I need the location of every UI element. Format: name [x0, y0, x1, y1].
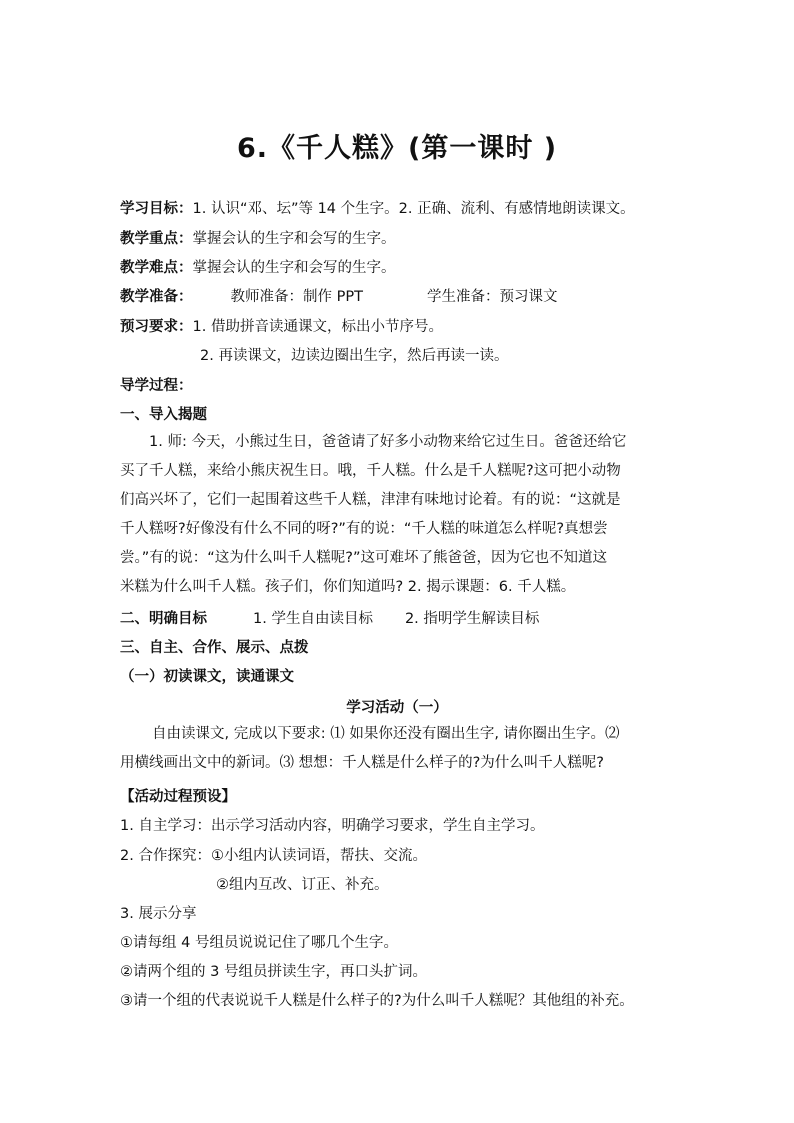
preview-label: 预习要求： — [120, 319, 193, 335]
share-item-3: ③请一个组的代表说说千人糕是什么样子的?为什么叫千人糕呢？其他组的补充。 — [120, 993, 634, 1009]
paragraph-line: 尝。”有的说：“这为什么叫千人糕呢?”这可难坏了熊爸爸，因为它也不知道这 — [120, 550, 607, 566]
share-item-2: ②请两个组的 3 号组员拼读生字，再口头扩词。 — [120, 964, 427, 980]
paragraph-line: 千人糕呀?好像没有什么不同的呀?”有的说：“千人糕的味道怎么样呢?真想尝 — [120, 521, 608, 537]
section2-line — [120, 609, 690, 629]
paragraph-line: 1. 师: 今天，小熊过生日，爸爸请了好多小动物来给它过生日。爸爸还给它 — [149, 434, 627, 450]
preview-item-2: 2. 再读课文，边读边圈出生字，然后再读一读。 — [200, 348, 509, 364]
key-point-line — [120, 229, 690, 249]
objectives-text: 1. 认识“邓、坛”等 14 个生字。2. 正确、流利、有感情地朗读课文。 — [192, 201, 635, 217]
preview-item-1: 1. 借助拼音读通课文，标出小节序号。 — [192, 319, 443, 335]
objectives-line — [120, 199, 690, 219]
step-2-line — [120, 846, 690, 866]
preparation-label: 教学准备： — [120, 289, 193, 305]
share-item-1: ①请每组 4 号组员说说记住了哪几个生字。 — [120, 935, 398, 951]
section1-paragraph — [120, 428, 686, 602]
difficulty-label: 教学难点： — [120, 260, 193, 276]
process-heading: 导学过程： — [120, 378, 193, 394]
preparation-line — [120, 287, 690, 307]
key-point-label: 教学重点： — [120, 231, 193, 247]
activity-title: 学习活动（一） — [346, 700, 448, 716]
step-1: 1. 自主学习：出示学习活动内容，明确学习要求，学生自主学习。 — [120, 818, 545, 834]
preview-line-1 — [120, 317, 690, 337]
preset-heading: 【活动过程预设】 — [120, 789, 236, 805]
step-2-a: ①小组内认读词语，帮扶、交流。 — [210, 848, 427, 864]
preview-line-2 — [200, 346, 770, 366]
section3-heading: 三、自主、合作、展示、点拨 — [120, 640, 309, 656]
section2-item-1: 1. 学生自由读目标 — [253, 611, 373, 627]
difficulty-line — [120, 258, 690, 278]
step-3: 3. 展示分享 — [120, 906, 197, 922]
section2-item-2: 2. 指明学生解读目标 — [404, 611, 540, 627]
step-2-b: ②组内互改、订正、补充。 — [216, 877, 389, 893]
paragraph-line: 米糕为什么叫千人糕。孩子们，你们知道吗? 2. 揭示课题：6. 千人糕。 — [120, 579, 576, 595]
paragraph-line: 用横线画出文中的新词。⑶ 想想：千人糕是什么样子的?为什么叫千人糕呢? — [120, 755, 604, 771]
student-preparation: 学生准备：预习课文 — [426, 289, 558, 305]
paragraph-line: 们高兴坏了，它们一起围着这些千人糕，津津有味地讨论着。有的说：“这就是 — [120, 492, 621, 508]
paragraph-line: 买了千人糕，来给小熊庆祝生日。哦，千人糕。什么是千人糕呢?这可把小动物 — [120, 463, 621, 479]
section1-heading: 一、导入揭题 — [120, 407, 207, 423]
section2-heading: 二、明确目标 — [120, 611, 207, 627]
lesson-title: 6.《千人糕》(第一课时 ) — [236, 133, 558, 164]
difficulty-text: 掌握会认的生字和会写的生字。 — [192, 260, 396, 276]
teacher-preparation: 教师准备：制作 PPT — [230, 289, 363, 305]
section3-subheading: （一）初读课文，读通课文 — [120, 669, 294, 685]
paragraph-line: 自由读课文, 完成以下要求: ⑴ 如果你还没有圈出生字, 请你圈出生字。⑵ — [152, 726, 620, 742]
activity-paragraph — [120, 720, 686, 778]
objectives-label: 学习目标： — [120, 201, 193, 217]
key-point-text: 掌握会认的生字和会写的生字。 — [192, 231, 396, 247]
step-2-label: 2. 合作探究： — [120, 848, 211, 864]
